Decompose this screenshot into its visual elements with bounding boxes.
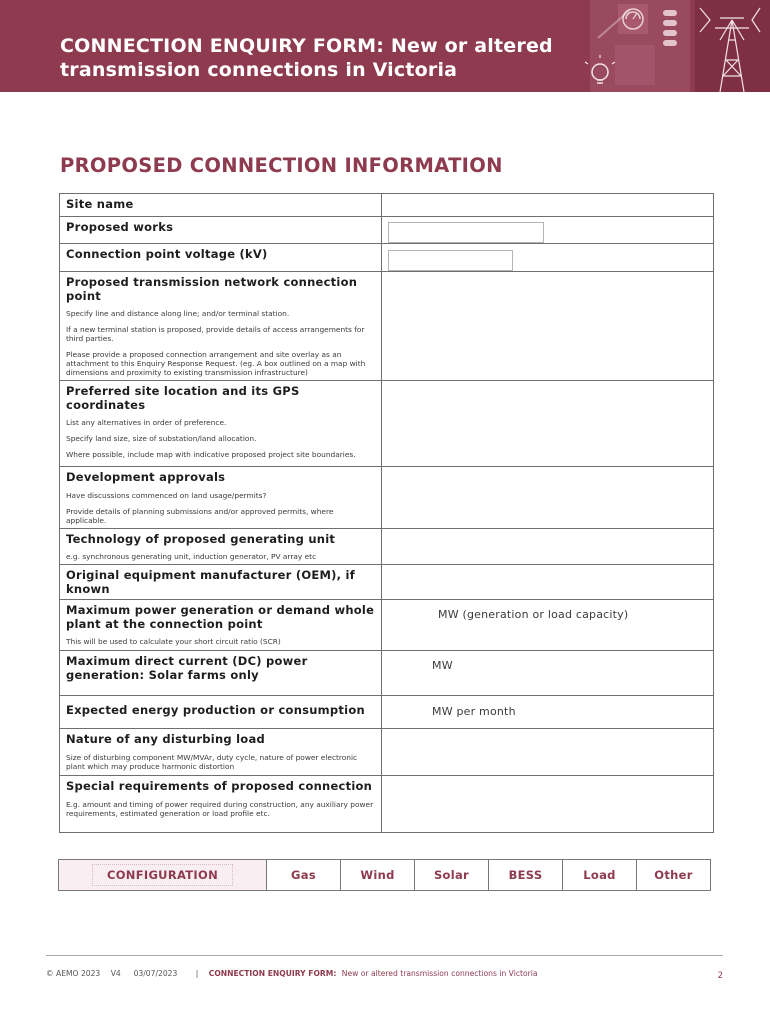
special-requirements-field[interactable] — [382, 776, 714, 833]
special-requirements-label-cell: Special requirements of proposed connection E.g. amount and timing of power required during construction, any auxiliary power requirements, estimated generation or load profile etc. — [60, 776, 382, 833]
technology-label-cell: Technology of proposed generating unit e.g. synchronous generating unit, induction generator, PV array etc — [60, 528, 382, 565]
energy-field[interactable] — [382, 696, 714, 729]
max-power-label-cell: Maximum power generation or demand whole plant at the connection point This will be used to calculate your short circuit ratio (SCR) — [60, 600, 382, 651]
max-dc-field[interactable] — [382, 651, 714, 696]
proposed-works-dropdown[interactable] — [388, 222, 544, 243]
max-power-unit: MW (generation or load capacity) — [438, 608, 629, 621]
configuration-label: CONFIGURATION — [59, 860, 267, 891]
voltage-cell — [382, 244, 714, 272]
table-row — [60, 244, 714, 272]
page-number: 2 — [717, 971, 723, 981]
table-row — [60, 272, 714, 381]
config-option-solar[interactable]: Solar — [415, 860, 489, 891]
voltage-label-cell: Connection point voltage (kV) — [60, 244, 382, 272]
oem-field[interactable] — [382, 565, 714, 600]
table-row — [60, 696, 714, 729]
config-option-wind[interactable]: Wind — [341, 860, 415, 891]
connection-point-label-cell: Proposed transmission network connection point Specify line and distance along line; and/or terminal station. If a new terminal station is proposed, provide details of access arrangements for third parties. Please provide a proposed connection arrangement and site overlay as an attachment to this Enquiry Response Request. (eg. A box outlined on a map with dimensions and proximity to existing transmission infrastructure) — [60, 272, 382, 381]
config-option-bess[interactable]: BESS — [489, 860, 563, 891]
table-row — [60, 600, 714, 651]
footer-version: V4 03/07/2023 — [110, 969, 178, 978]
table-row — [60, 776, 714, 833]
config-option-other[interactable]: Other — [637, 860, 711, 891]
site-name-field[interactable] — [382, 194, 714, 217]
max-dc-label-cell: Maximum direct current (DC) power generation: Solar farms only — [60, 651, 382, 696]
table-row — [60, 467, 714, 529]
site-location-label-cell: Preferred site location and its GPS coordinates List any alternatives in order of preference. Specify land size, size of substation/land allocation. Where possible, include map with indicative proposed project site boundaries. — [60, 381, 382, 467]
table-row — [60, 651, 714, 696]
config-option-load[interactable]: Load — [563, 860, 637, 891]
oem-label-cell: Original equipment manufacturer (OEM), if known — [60, 565, 382, 600]
footer-divider — [46, 955, 723, 956]
document-title: CONNECTION ENQUIRY FORM: New or altered transmission connections in Victoria — [60, 35, 553, 81]
max-power-field[interactable] — [382, 600, 714, 651]
footer-separator: | — [195, 969, 199, 978]
disturbing-load-field[interactable] — [382, 729, 714, 776]
technology-field[interactable] — [382, 528, 714, 565]
connection-voltage-dropdown[interactable] — [388, 250, 513, 271]
max-dc-unit: MW — [432, 659, 453, 672]
disturbing-load-label-cell: Nature of any disturbing load Size of disturbing component MW/MVAr, duty cycle, nature of power electronic plant which may produce harmonic distortion — [60, 729, 382, 776]
energy-illustration-icon — [570, 0, 770, 92]
proposed-works-cell — [382, 217, 714, 244]
table-row — [60, 528, 714, 565]
footer-doc-prefix: CONNECTION ENQUIRY FORM: — [208, 969, 337, 978]
header-banner — [0, 0, 770, 92]
proposed-works-label-cell: Proposed works — [60, 217, 382, 244]
configuration-table — [58, 859, 711, 891]
footer-doc-title: New or altered transmission connections in Victoria — [341, 969, 538, 978]
table-row — [60, 565, 714, 600]
approvals-label-cell: Development approvals Have discussions commenced on land usage/permits? Provide details of planning submissions and/or approved permits, where applicable. — [60, 467, 382, 529]
table-row — [60, 194, 714, 217]
energy-unit: MW per month — [432, 705, 516, 718]
table-row — [60, 729, 714, 776]
approvals-field[interactable] — [382, 467, 714, 529]
site-name-label-cell: Site name — [60, 194, 382, 217]
energy-label-cell: Expected energy production or consumption — [60, 696, 382, 729]
config-option-gas[interactable]: Gas — [267, 860, 341, 891]
connection-point-field[interactable] — [382, 272, 714, 381]
page-footer — [46, 969, 723, 981]
site-location-field[interactable] — [382, 381, 714, 467]
footer-text — [46, 969, 723, 978]
section-title: PROPOSED CONNECTION INFORMATION — [60, 154, 503, 177]
table-row — [60, 217, 714, 244]
footer-copyright: © AEMO 2023 — [46, 969, 101, 978]
table-row — [60, 381, 714, 467]
connection-info-table — [59, 193, 714, 833]
